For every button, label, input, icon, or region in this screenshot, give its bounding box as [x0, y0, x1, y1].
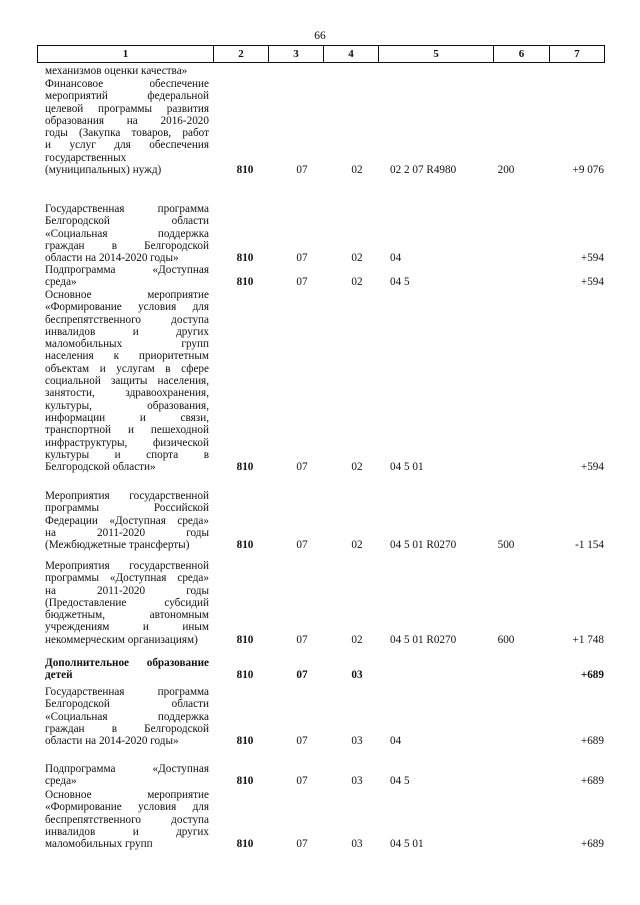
cell-col-7: +9 076: [572, 164, 604, 177]
description-line: некоммерческим организациям): [45, 633, 198, 646]
header-col-5: 5: [379, 46, 494, 62]
description-line: информации и связи,: [45, 411, 209, 424]
cell-col-2: 810: [236, 276, 254, 289]
description-line: «Формирование условия для: [45, 801, 209, 814]
description-line: транспортной и пешеходной: [45, 424, 209, 437]
description-line: граждан в Белгородской: [45, 722, 209, 735]
description-line: программы Российской: [45, 502, 209, 515]
cell-col-4: 03: [351, 775, 363, 788]
table-row: [0, 203, 640, 265]
cell-col-5: 04 5 01: [390, 838, 424, 851]
cell-col-3: 07: [296, 735, 308, 748]
header-col-4: 4: [324, 46, 379, 62]
table-row: [0, 490, 640, 552]
description-line: Основное мероприятие: [45, 289, 209, 301]
table-row: [0, 289, 640, 474]
description-line: Финансовое обеспечение: [45, 78, 209, 90]
table-row: [0, 65, 640, 77]
description-line: «Социальная поддержка: [45, 227, 209, 240]
cell-col-4: 03: [351, 838, 363, 851]
cell-col-4: 03: [351, 735, 363, 748]
cell-col-7: +594: [580, 276, 604, 289]
description-line: государственных: [45, 151, 127, 164]
description-line: «Формирование условия для: [45, 301, 209, 314]
description-line: учреждениям и иным: [45, 621, 209, 634]
description-line: культуры и спорта в: [45, 448, 209, 461]
description-line: «Социальная поддержка: [45, 710, 209, 723]
description-line: целевой программы развития: [45, 102, 209, 115]
cell-col-6: 600: [497, 633, 515, 646]
description-line: (Межбюджетные трансферты): [45, 539, 190, 552]
cell-col-3: 07: [296, 461, 308, 474]
cell-col-4: 02: [351, 633, 363, 646]
table-row: [0, 78, 640, 176]
row-description: [45, 686, 209, 747]
description-line: (муниципальных) нужд): [45, 164, 162, 177]
description-line: социальной защиты населения,: [45, 375, 209, 388]
description-line: маломобильных групп: [45, 838, 153, 851]
table-row: [0, 763, 640, 788]
description-line: области на 2014-2020 годы»: [45, 735, 179, 748]
page-number: 66: [314, 30, 326, 42]
cell-col-7: +594: [580, 461, 604, 474]
row-description: [45, 78, 209, 176]
cell-col-3: 07: [296, 633, 308, 646]
description-line: культуры, образования,: [45, 399, 209, 412]
cell-col-3: 07: [296, 838, 308, 851]
description-line: годы (Закупка товаров, работ: [45, 127, 209, 140]
description-line: инвалидов и других: [45, 325, 209, 338]
cell-col-2: 810: [236, 838, 254, 851]
description-line: Государственная программа: [45, 686, 209, 698]
table-row: [0, 686, 640, 748]
description-line: Мероприятия государственной: [45, 490, 209, 502]
cell-col-4: 02: [351, 461, 363, 474]
cell-col-7: +689: [580, 735, 604, 748]
cell-col-4: 02: [351, 164, 363, 177]
row-description: [45, 203, 209, 264]
cell-col-5: 02 2 07 R4980: [390, 164, 457, 177]
description-line: инфраструктуры, физической: [45, 436, 209, 449]
cell-col-3: 07: [296, 539, 308, 552]
cell-col-5: 04 5 01: [390, 461, 424, 474]
row-description: [45, 490, 209, 551]
row-description: [45, 65, 209, 77]
description-line: детей: [45, 669, 73, 682]
description-line: области на 2014-2020 годы»: [45, 252, 179, 265]
row-description: [45, 789, 209, 850]
cell-col-2: 810: [236, 633, 254, 646]
header-col-3: 3: [269, 46, 324, 62]
table-header: [37, 45, 605, 63]
description-line: Мероприятия государственной: [45, 560, 209, 572]
description-line: беспрепятственного доступа: [45, 813, 209, 826]
cell-col-6: 200: [497, 164, 515, 177]
description-line: маломобильных групп: [45, 338, 209, 351]
cell-col-7: +689: [580, 775, 604, 788]
cell-col-5: 04 5 01 R0270: [390, 633, 457, 646]
description-line: и услуг для обеспечения: [45, 139, 209, 152]
header-col-1: 1: [38, 46, 214, 62]
cell-col-5: 04 5: [390, 276, 410, 289]
description-line: Федерации «Доступная среда»: [45, 514, 209, 527]
cell-col-5: 04 5 01 R0270: [390, 539, 457, 552]
description-line: образования на 2016-2020: [45, 114, 209, 127]
cell-col-5: 04 5: [390, 775, 410, 788]
description-line: Белгородской области»: [45, 461, 156, 474]
cell-col-7: +689: [580, 669, 604, 682]
description-line: среда»: [45, 775, 77, 788]
cell-col-4: 03: [351, 669, 363, 682]
description-line: Основное мероприятие: [45, 789, 209, 801]
cell-col-2: 810: [236, 539, 254, 552]
cell-col-3: 07: [296, 252, 308, 265]
description-line: Подпрограмма «Доступная: [45, 264, 209, 276]
description-line: среда»: [45, 276, 77, 289]
cell-col-2: 810: [236, 669, 254, 682]
description-line: бюджетным, автономным: [45, 609, 209, 622]
cell-col-6: 500: [497, 539, 515, 552]
table-row: [0, 560, 640, 646]
row-description: [45, 657, 209, 682]
description-line: Подпрограмма «Доступная: [45, 763, 209, 775]
description-line: занятости, здравоохранения,: [45, 387, 209, 400]
header-col-2: 2: [214, 46, 269, 62]
cell-col-7: +689: [580, 838, 604, 851]
description-line: беспрепятственного доступа: [45, 313, 209, 326]
cell-col-4: 02: [351, 252, 363, 265]
cell-col-5: 04: [390, 735, 402, 748]
cell-col-3: 07: [296, 164, 308, 177]
row-description: [45, 763, 209, 788]
cell-col-7: +594: [580, 252, 604, 265]
row-description: [45, 264, 209, 289]
description-line: населения к приоритетным: [45, 350, 209, 363]
cell-col-7: -1 154: [575, 539, 604, 552]
table-row: [0, 657, 640, 682]
cell-col-2: 810: [236, 735, 254, 748]
cell-col-3: 07: [296, 775, 308, 788]
table-row: [0, 789, 640, 851]
table-row: [0, 264, 640, 289]
cell-col-3: 07: [296, 669, 308, 682]
description-line: граждан в Белгородской: [45, 239, 209, 252]
cell-col-2: 810: [236, 252, 254, 265]
row-description: [45, 289, 209, 473]
header-col-7: 7: [574, 48, 580, 60]
description-line: механизмов оценки качества»: [45, 65, 188, 77]
header-col-6: 6: [494, 46, 550, 62]
cell-col-2: 810: [236, 164, 254, 177]
cell-col-2: 810: [236, 775, 254, 788]
cell-col-4: 02: [351, 276, 363, 289]
description-line: программы «Доступная среда»: [45, 572, 209, 585]
cell-col-2: 810: [236, 461, 254, 474]
description-line: (Предоставление субсидий: [45, 596, 209, 609]
description-line: Белгородской области: [45, 215, 209, 228]
description-line: Государственная программа: [45, 203, 209, 215]
cell-col-4: 02: [351, 539, 363, 552]
cell-col-3: 07: [296, 276, 308, 289]
description-line: объектам и услугам в сфере: [45, 362, 209, 375]
cell-col-7: +1 748: [572, 633, 604, 646]
description-line: инвалидов и других: [45, 825, 209, 838]
cell-col-5: 04: [390, 252, 402, 265]
description-line: Белгородской области: [45, 698, 209, 711]
description-line: Дополнительное образование: [45, 657, 209, 669]
description-line: на 2011-2020 годы: [45, 584, 209, 597]
description-line: на 2011-2020 годы: [45, 526, 209, 539]
row-description: [45, 560, 209, 646]
description-line: мероприятий федеральной: [45, 90, 209, 103]
